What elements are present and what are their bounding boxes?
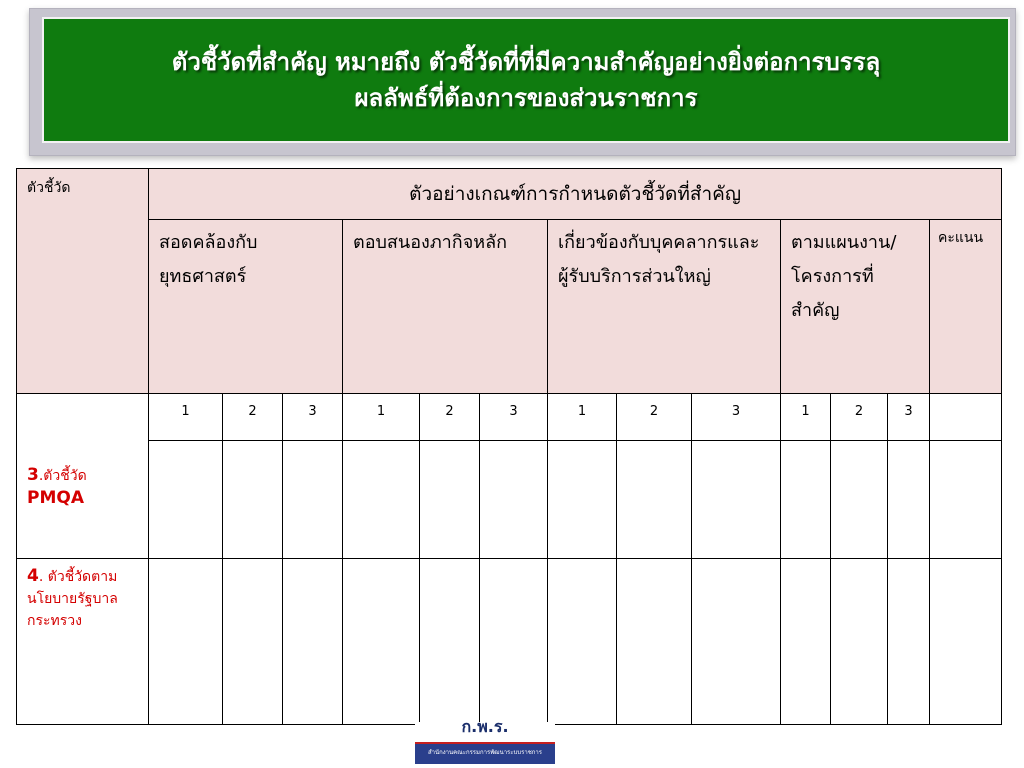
- empty-cell: [343, 559, 420, 725]
- empty-cell: [480, 441, 548, 559]
- empty-cell: [888, 559, 930, 725]
- empty-cell: [149, 441, 223, 559]
- row-label-text: PMQA: [27, 488, 84, 508]
- level-cell: 1: [343, 394, 420, 441]
- level-cell: 3: [480, 394, 548, 441]
- level-cell: 2: [420, 394, 480, 441]
- level-cell: 3: [888, 394, 930, 441]
- empty-cell: [831, 559, 888, 725]
- level-cell: 1: [781, 394, 831, 441]
- opdc-logo: [415, 717, 555, 764]
- row-number: 4: [27, 566, 39, 586]
- empty-cell: [283, 441, 343, 559]
- empty-cell: [480, 559, 548, 725]
- row-label-government-policy: [17, 559, 149, 725]
- row-label-text: นโยบายรัฐบาล: [27, 591, 118, 607]
- empty-cell: [692, 441, 781, 559]
- empty-cell: [831, 441, 888, 559]
- empty-cell: [888, 441, 930, 559]
- score-column-header: คะแนน: [930, 220, 1002, 394]
- level-cell: 2: [223, 394, 283, 441]
- criterion-core-mission: ตอบสนองภากิจหลัก: [343, 220, 548, 394]
- logo-subtitle: สำนักงานคณะกรรมการพัฒนาระบบราชการ: [415, 742, 555, 764]
- row-label-pmqa: [17, 394, 149, 559]
- score-cell: [930, 394, 1002, 441]
- level-cell: 3: [692, 394, 781, 441]
- empty-cell: [617, 441, 692, 559]
- empty-cell: [781, 441, 831, 559]
- banner-line-1: ตัวชี้วัดที่สำคัญ หมายถึง ตัวชี้วัดที่ที่มีความสำคัญอย่างยิ่งต่อการบรรลุ: [171, 48, 881, 76]
- indicator-column-header: ตัวชี้วัด: [17, 169, 149, 394]
- logo-text: ก.พ.ร.: [415, 722, 555, 742]
- empty-cell: [420, 441, 480, 559]
- criteria-main-header: ตัวอย่างเกณฑ์การกำหนดตัวชี้วัดที่สำคัญ: [149, 169, 1002, 220]
- level-cell: 3: [283, 394, 343, 441]
- empty-cell: [149, 559, 223, 725]
- row-label-text: กระทรวง: [27, 613, 82, 629]
- empty-cell: [343, 441, 420, 559]
- empty-cell: [283, 559, 343, 725]
- empty-cell: [420, 559, 480, 725]
- empty-cell: [692, 559, 781, 725]
- empty-cell: [781, 559, 831, 725]
- level-cell: 2: [617, 394, 692, 441]
- level-cell: 1: [548, 394, 617, 441]
- empty-cell: [548, 441, 617, 559]
- empty-cell: [930, 559, 1002, 725]
- row-label-text: .ตัวชี้วัด: [38, 468, 87, 484]
- row-number: 3: [27, 465, 39, 485]
- level-cell: 2: [831, 394, 888, 441]
- empty-cell: [223, 441, 283, 559]
- indicator-criteria-table: [16, 168, 1002, 725]
- row-label-text: . ตัวชี้วัดตาม: [38, 569, 118, 585]
- criterion-stakeholders: เกี่ยวข้องกับบุคคลากรและผู้รับบริการส่วนใหญ่: [548, 220, 781, 394]
- title-banner: [42, 17, 1010, 143]
- empty-cell: [930, 441, 1002, 559]
- criterion-plans-projects: ตามแผนงาน/ โครงการที่สำคัญ: [781, 220, 930, 394]
- empty-cell: [548, 559, 617, 725]
- empty-cell: [617, 559, 692, 725]
- banner-line-2: ผลลัพธ์ที่ต้องการของส่วนราชการ: [354, 84, 698, 112]
- criterion-strategy: สอดคล้องกับยุทธศาสตร์: [149, 220, 343, 394]
- empty-cell: [223, 559, 283, 725]
- level-cell: 1: [149, 394, 223, 441]
